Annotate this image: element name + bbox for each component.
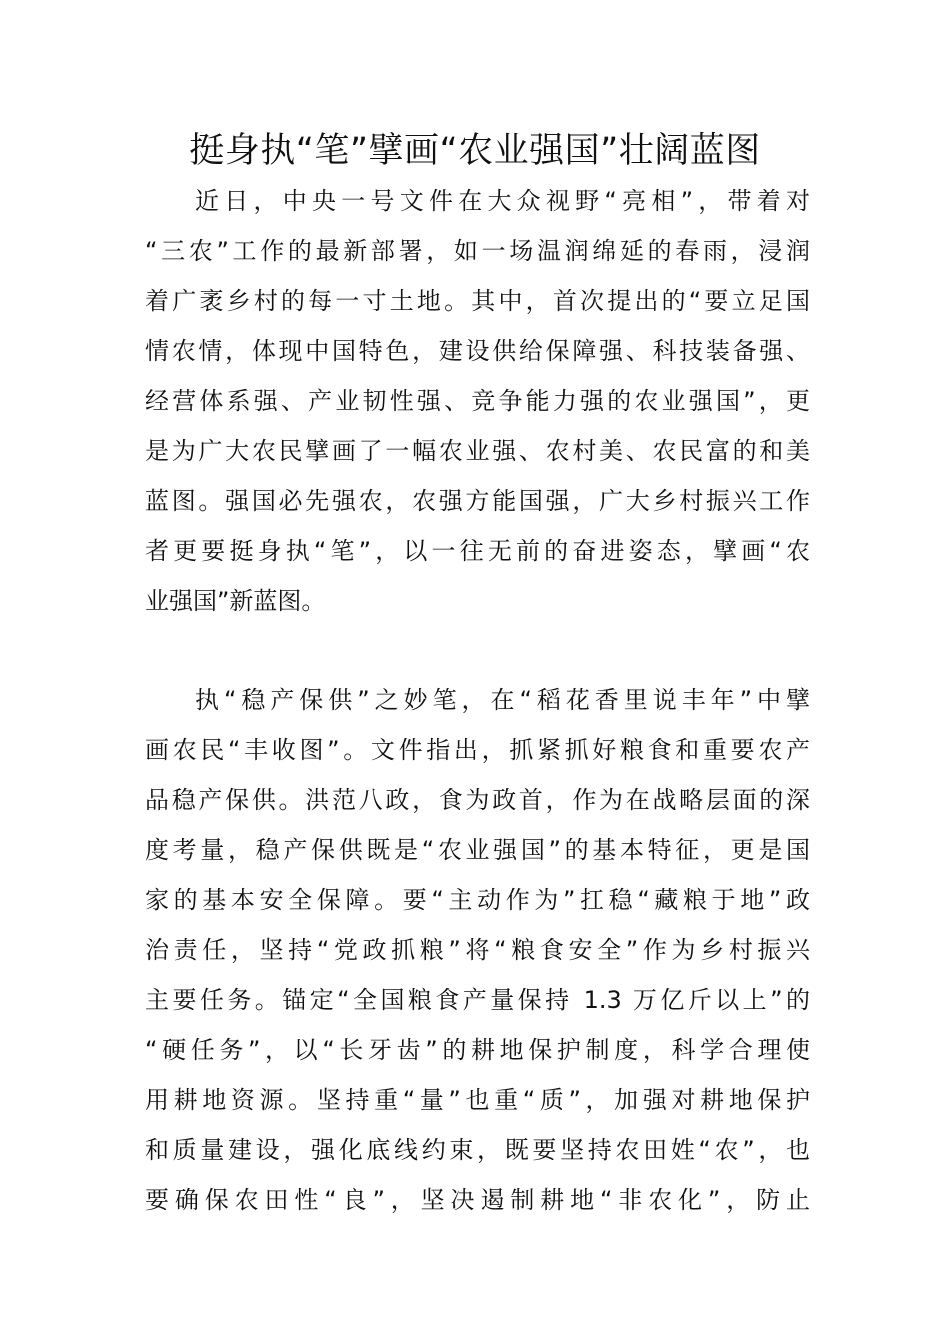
text-line: 主要任务。锚定“全国粮食产量保持 1.3 万亿斤以上”的 [145,986,810,1014]
text-line: 执“稳产保供”之妙笔，在“稻花香里说丰年”中擘 [195,686,810,714]
text-line: 近日，中央一号文件在大众视野“亮相”，带着对 [195,187,810,215]
text-line: 度考量，稳产保供既是“农业强国”的基本特征，更是国 [145,836,810,864]
text-line: “三农”工作的最新部署，如一场温润绵延的春雨，浸润 [145,237,810,265]
text-line: 要确保农田性“良”，坚决遏制耕地“非农化”，防止 [145,1186,810,1214]
text-line: 经营体系强、产业韧性强、竞争能力强的农业强国”，更 [145,387,810,415]
text-line: 用耕地资源。坚持重“量”也重“质”，加强对耕地保护 [145,1086,810,1114]
text-line: 家的基本安全保障。要“主动作为”扛稳“藏粮于地”政 [145,886,810,914]
paragraph-2 [145,675,810,1225]
text-line: 是为广大农民擘画了一幅农业强、农村美、农民富的和美 [145,437,810,465]
text-line: 治责任，坚持“党政抓粮”将“粮食安全”作为乡村振兴 [145,936,810,964]
text-line: 蓝图。强国必先强农，农强方能国强，广大乡村振兴工作 [145,487,810,515]
text-line: “硬任务”，以“长牙齿”的耕地保护制度，科学合理使 [145,1036,810,1064]
text-line: 着广袤乡村的每一寸土地。其中，首次提出的“要立足国 [145,287,810,315]
paragraph-1 [145,176,810,626]
text-line: 画农民“丰收图”。文件指出，抓紧抓好粮食和重要农产 [145,736,810,764]
text-line: 者更要挺身执“笔”，以一往无前的奋进姿态，擘画“农 [145,537,810,565]
document-title: 挺身执“笔”擘画“农业强国”壮阔蓝图 [189,131,761,171]
text-line: 和质量建设，强化底线约束，既要坚持农田姓“农”，也 [145,1136,810,1164]
text-line: 情农情，体现中国特色，建设供给保障强、科技装备强、 [145,337,810,365]
text-line: 业强国”新蓝图。 [145,587,326,615]
text-line: 品稳产保供。洪范八政，食为政首，作为在战略层面的深 [145,786,810,814]
